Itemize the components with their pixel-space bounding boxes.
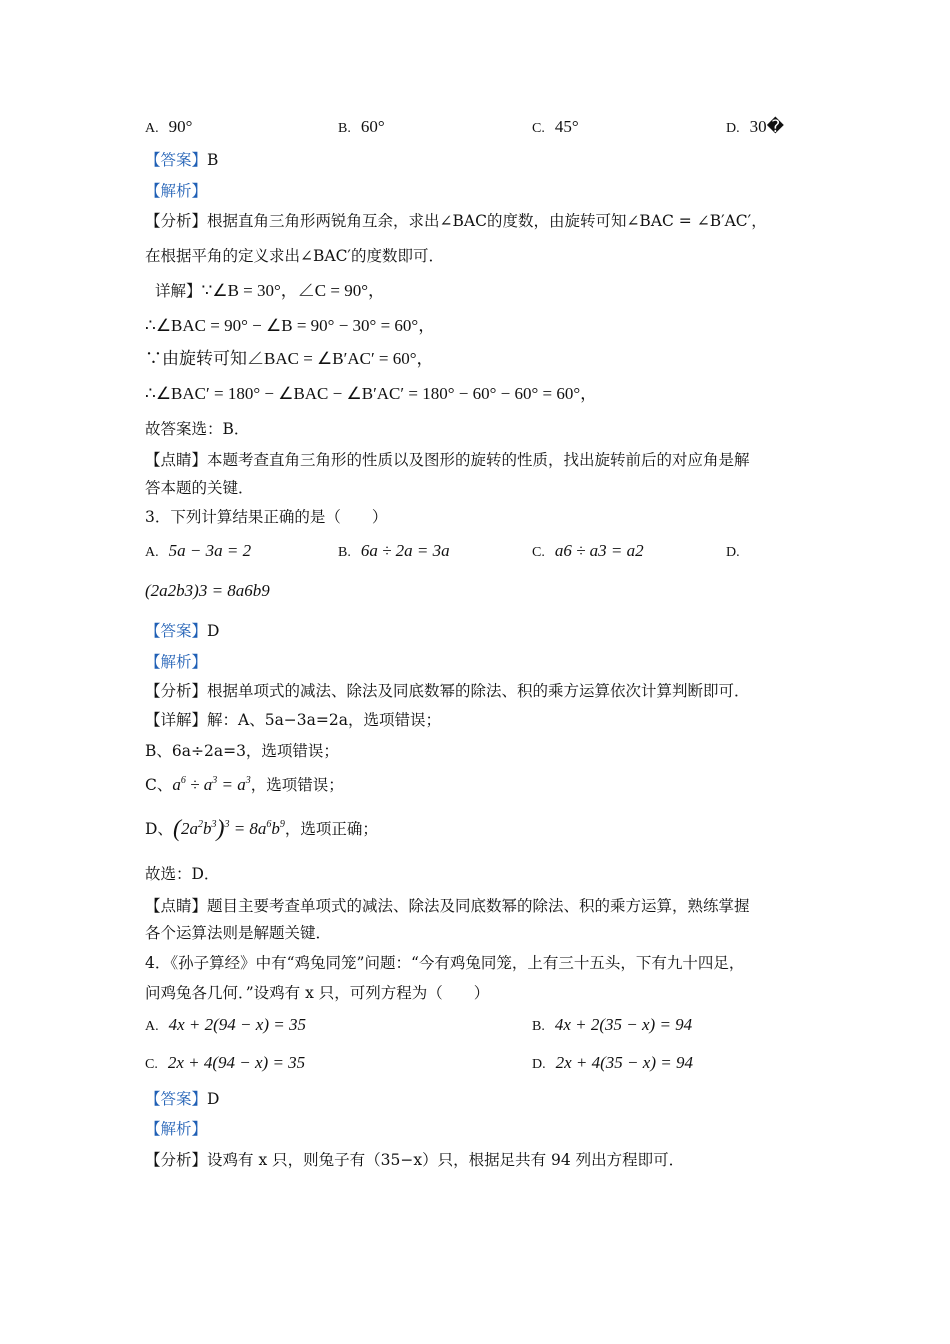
q3-detail-d: D、$(2a^2b^3)^3 = 8a^6b^9$，选项正确； [145,816,378,842]
q2-answer: 【答案】B [145,151,219,169]
q3-comment-cont: 各个运算法则是解题关键． [145,924,332,942]
q3-conclusion: 故选：D． [145,865,220,883]
q4-jiexi-heading: 【解析】 [145,1120,208,1138]
q2-detail-1: 详解】∵∠B = 30°，∠C = 90°， [155,281,386,300]
q2-detail-2: ∴∠BAC = 90° − ∠B = 90° − 30° = 60°， [145,316,436,335]
q4-stem-cont: 问鸡兔各几何．”设鸡有 x 只，可列方程为（ ） [145,984,490,1002]
q4-answer: 【答案】D [145,1090,220,1108]
q2-option-a: A. 90° [145,117,193,136]
q3-comment: 【点睛】题目主要考查单项式的减法、除法及同底数幂的除法、积的乘方运算，熟练掌握 [145,897,750,915]
q3-jiexi-heading: 【解析】 [145,653,208,671]
q2-option-b: B. 60° [338,117,385,136]
q2-analysis: 【分析】根据直角三角形两锐角互余，求出∠BAC的度数，由旋转可知∠BAC = ∠B′AC′， [145,212,767,230]
q2-detail-3: ∵由旋转可知∠BAC = ∠B′AC′ = 60°， [145,349,434,368]
q2-option-c: C. 45° [532,117,579,136]
q2-conclusion: 故答案选：B． [145,420,250,438]
q3-answer: 【答案】D [145,622,220,640]
q4-analysis: 【分析】设鸡有 x 只，则兔子有（35−x）只，根据足共有 94 列出方程即可． [145,1151,685,1169]
q3-detail-a: 【详解】解：A、5a−3a=2a，选项错误； [145,711,441,729]
q3-option-c: C. a6 ÷ a3 = a2 [532,541,644,560]
q2-jiexi-heading: 【解析】 [145,182,208,200]
q4-option-d: D. 2x + 4(35 − x) = 94 [532,1053,693,1072]
q3-option-d-expression: (2a2b3)3 = 8a6b9 [145,581,270,600]
q2-detail-4: ∴∠BAC′ = 180° − ∠BAC − ∠B′AC′ = 180° − 60° − 60° = 60°， [145,384,598,403]
q3-detail-c: C、$a^6 \div a^3 = a^3$，选项错误； [145,775,344,794]
q4-option-c: C. 2x + 4(94 − x) = 35 [145,1053,306,1072]
q2-comment: 【点睛】本题考查直角三角形的性质以及图形的旋转的性质，找出旋转前后的对应角是解 [145,451,750,469]
q3-stem: 3．下列计算结果正确的是（ ） [145,508,388,526]
q3-option-b: B. 6a ÷ 2a = 3a [338,541,450,560]
q3-analysis: 【分析】根据单项式的减法、除法及同底数幂的除法、积的乘方运算依次计算判断即可． [145,682,750,700]
q2-analysis-cont: 在根据平角的定义求出∠BAC′的度数即可． [145,247,444,265]
q4-stem: 4．《孙子算经》中有“鸡兔同笼”问题：“今有鸡兔同笼，上有三十五头，下有九十四足， [145,954,745,972]
q4-option-a: A. 4x + 2(94 − x) = 35 [145,1015,306,1034]
q4-option-b: B. 4x + 2(35 − x) = 94 [532,1015,693,1034]
q3-detail-b: B、6a÷2a=3，选项错误； [145,742,339,760]
q2-option-d: D. 30� [726,117,785,136]
q3-option-a: A. 5a − 3a = 2 [145,541,252,560]
q2-comment-cont: 答本题的关键． [145,479,254,497]
q3-option-d: D. [726,545,740,560]
